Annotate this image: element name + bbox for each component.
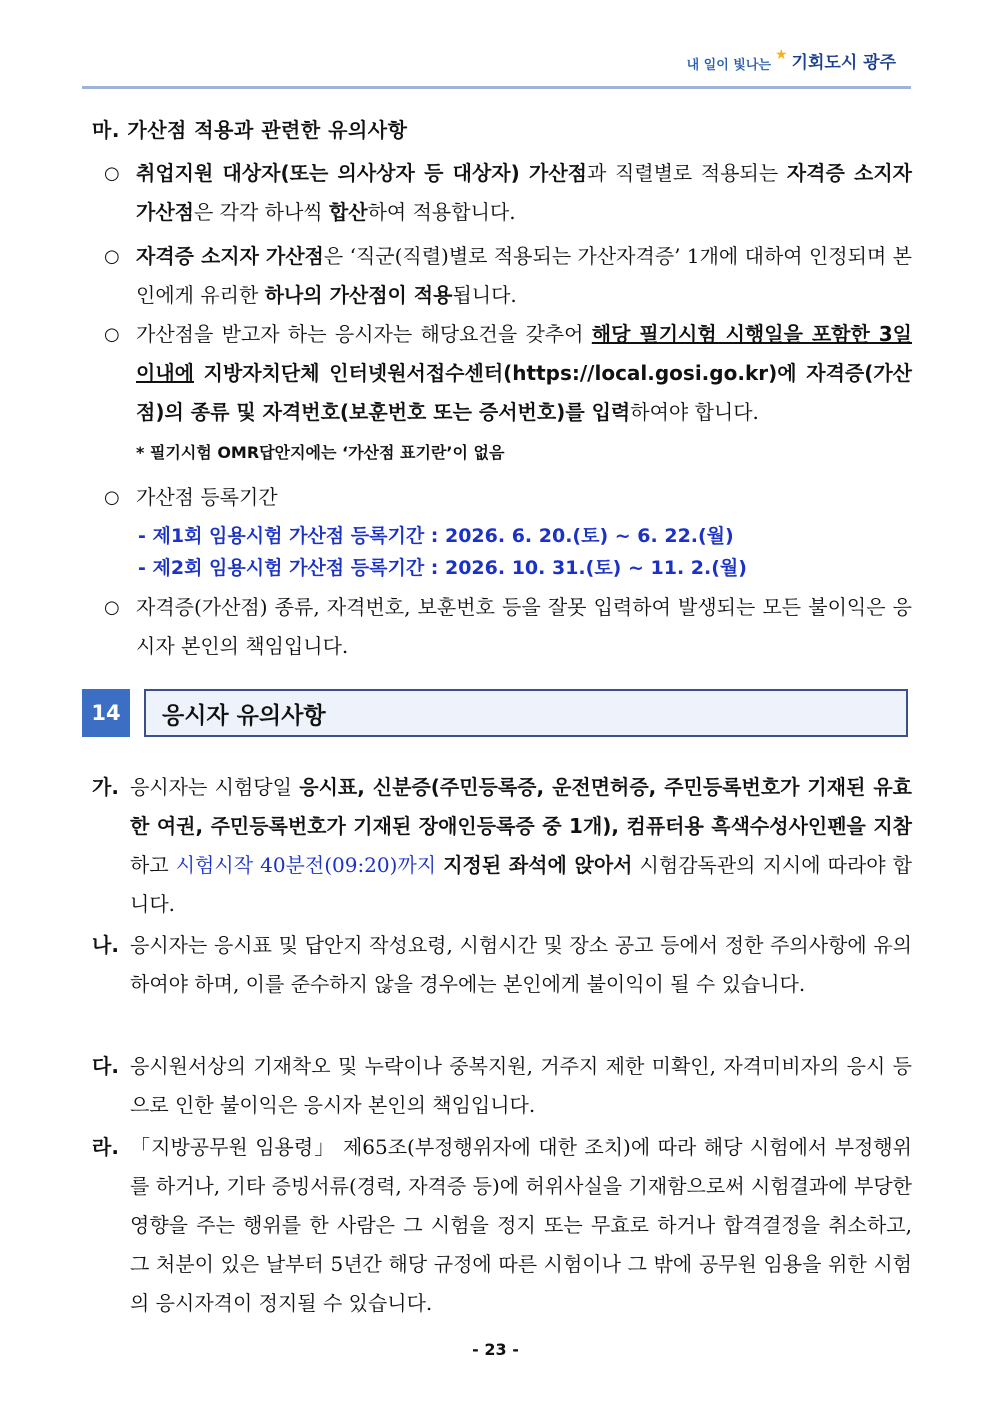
section-number: 14 xyxy=(82,689,130,737)
circle-bullet-icon: ○ xyxy=(104,163,120,184)
section-header-14 xyxy=(82,689,908,737)
paragraph-ra xyxy=(92,1128,912,1323)
logo-slogan: 내 일이 빛나는 xyxy=(686,58,771,73)
circle-bullet-icon: ○ xyxy=(104,487,120,508)
section-title-ma: 마. 가산점 적용과 관련한 유의사항 xyxy=(92,118,408,142)
item-text: 지방자치단체 인터넷원서접수센터(https://local.gosi.go.kr)에 자격증(가산점)의 종류 및 자격번호(보훈번호 또는 증서번호)를 입력 xyxy=(136,361,912,424)
city-logo xyxy=(687,48,896,73)
paragraph-label: 가. xyxy=(92,775,119,799)
period-line: - 제2회 임용시험 가산점 등록기간 : 2026. 10. 31.(토) ~ 11. 2.(월) xyxy=(138,557,747,579)
logo-city-name: 기회도시 광주 xyxy=(791,53,896,73)
item-text: 자격증 소지자 가산점 xyxy=(136,161,913,224)
star-icon: ★ xyxy=(774,47,788,63)
section-title: 응시자 유의사항 xyxy=(162,703,326,729)
list-item xyxy=(104,315,912,432)
list-item xyxy=(104,478,912,517)
circle-bullet-icon: ○ xyxy=(104,246,120,267)
item-text: 합산 xyxy=(328,200,368,224)
item-text: 과 직렬별로 적용되는 xyxy=(586,161,787,185)
item-text: 은 각각 하나씩 xyxy=(193,200,329,224)
para-text: 하고 xyxy=(130,853,176,877)
item-text: 은 ‘직군(직렬)별로 적용되는 가산자격증’ 1개에 대하여 인정되며 본인에게 유리한 xyxy=(136,244,912,307)
para-text: 응시자는 시험당일 xyxy=(130,775,300,799)
item-text: 하나의 가산점이 적용 xyxy=(264,283,453,307)
item-text: 자격증(가산점) 종류, 자격번호, 보훈번호 등을 잘못 입력하여 발생되는 모든 불이익은 응시자 본인의 책임입니다. xyxy=(136,595,912,658)
paragraph-da xyxy=(92,1047,912,1125)
item-text: 자격증 소지자 가산점 xyxy=(136,244,324,268)
list-item xyxy=(104,237,912,315)
item-text: 됩니다. xyxy=(452,283,517,307)
item-text: 하여야 합니다. xyxy=(630,400,759,424)
para-text: 시험시작 40분전(09:20)까지 xyxy=(175,853,437,877)
para-text: 「지방공무원 임용령」 제65조(부정행위자에 대한 조치)에 따라 해당 시험에서 부정행위를 하거나, 기타 증빙서류(경력, 자격증 등)에 허위사실을 기재함으로써 시험결과에 부당한 영향을 주는 행위를 한 사람은 그 시험을 정지 또는 무효로 하거나 합격결정을 취소하고, 그 처분이 있은 날부터 5년간 해당 규정에 따른 시험이나 그 밖에 공무원 임용을 위한 시험의 응시자격이 정지될 수 있습니다. xyxy=(130,1135,912,1315)
item-text: 하여 적용합니다. xyxy=(367,200,516,224)
para-text: 응시자는 응시표 및 답안지 작성요령, 시험시간 및 장소 공고 등에서 정한 주의사항에 유의하여야 하며, 이를 준수하지 않을 경우에는 본인에게 불이익이 될 수 있습니다. xyxy=(130,933,912,996)
section-title-box xyxy=(144,689,908,737)
page-number: - 23 - xyxy=(472,1340,519,1359)
para-text: 시험감독관의 지시에 따라야 합니다. xyxy=(130,853,913,916)
para-text: 응시표, 신분증(주민등록증, 운전면허증, 주민등록번호가 기재된 유효한 여권, 주민등록번호가 기재된 장애인등록증 중 1개), 컴퓨터용 흑색수성사인펜을 지참 xyxy=(130,775,912,838)
period-line: - 제1회 임용시험 가산점 등록기간 : 2026. 6. 20.(토) ~ 6. 22.(월) xyxy=(138,525,734,547)
list-item xyxy=(104,588,912,666)
item-text: 취업지원 대상자(또는 의사상자 등 대상자) 가산점 xyxy=(136,161,587,185)
para-text: 응시원서상의 기재착오 및 누락이나 중복지원, 거주지 제한 미확인, 자격미비자의 응시 등으로 인한 불이익은 응시자 본인의 책임입니다. xyxy=(130,1054,912,1117)
list-item xyxy=(104,154,912,232)
paragraph-label: 라. xyxy=(92,1135,119,1159)
note-text: * 필기시험 OMR답안지에는 ‘가산점 표기란’이 없음 xyxy=(136,443,505,462)
paragraph-label: 다. xyxy=(92,1054,119,1078)
item-text: 가산점 등록기간 xyxy=(136,485,278,509)
paragraph-ga xyxy=(92,768,912,924)
item-text: 해당 필기시험 시행일을 포함한 3일 이내에 xyxy=(136,322,912,385)
header-divider xyxy=(82,86,911,89)
para-text: 지정된 좌석에 앉아서 xyxy=(443,853,633,877)
circle-bullet-icon: ○ xyxy=(104,597,120,618)
circle-bullet-icon: ○ xyxy=(104,324,120,345)
paragraph-na xyxy=(92,926,912,1004)
item-text: 가산점을 받고자 하는 응시자는 해당요건을 갖추어 xyxy=(136,322,592,346)
paragraph-label: 나. xyxy=(92,933,119,957)
